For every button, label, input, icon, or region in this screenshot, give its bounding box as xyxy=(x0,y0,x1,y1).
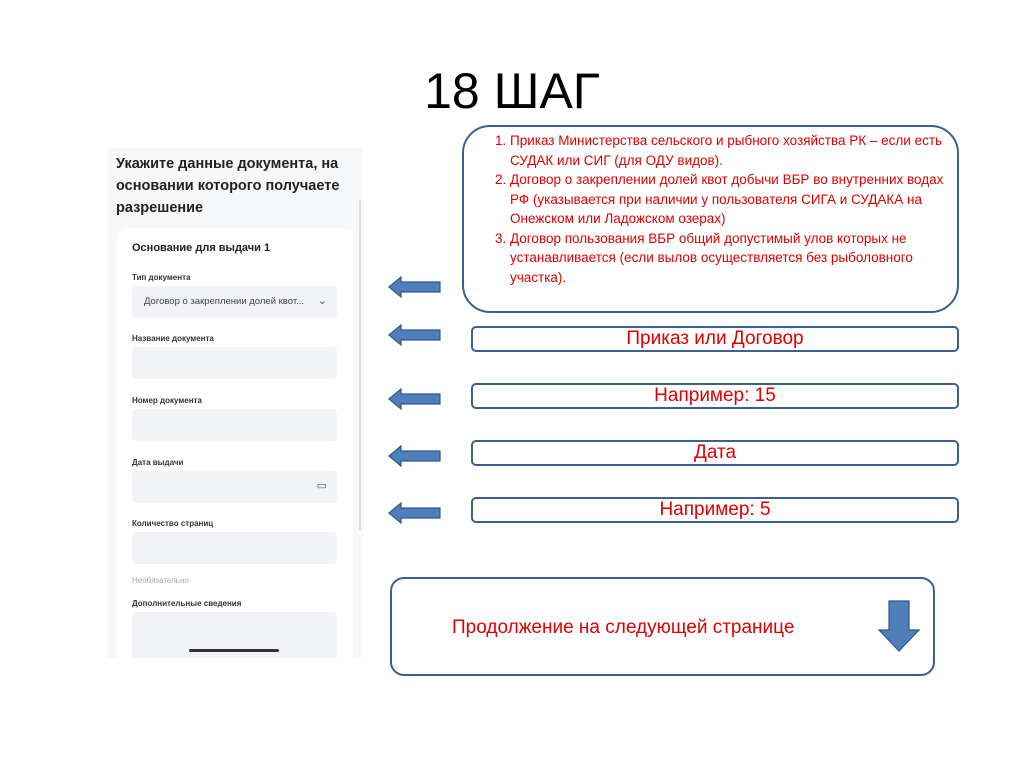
note-item: 1. Приказ Министерства сельского и рыбного хозяйства РК – если есть СУДАК или СИГ (для ОДУ видов). xyxy=(510,131,947,170)
doc-number-label: Номер документа xyxy=(132,396,202,405)
doc-number-input[interactable] xyxy=(132,409,337,441)
form-heading: Укажите данные документа, на основании которого получаете разрешение xyxy=(116,156,340,216)
issue-date-label: Дата выдачи xyxy=(132,458,184,467)
arrow-down-icon xyxy=(878,600,920,652)
arrow-left-icon xyxy=(388,502,442,524)
slide-title: 18 ШАГ xyxy=(424,63,600,119)
arrow-left-icon xyxy=(388,388,442,410)
phone-screenshot xyxy=(107,148,363,658)
form-card xyxy=(117,228,353,658)
page-count-input[interactable] xyxy=(132,532,337,564)
arrow-left-icon xyxy=(388,276,442,298)
optional-hint: Необязательно xyxy=(132,576,189,585)
doc-type-select[interactable] xyxy=(132,286,337,318)
card-title: Основание для выдачи 1 xyxy=(132,242,271,254)
note-item: 3. Договор пользования ВБР общий допустимый улов которых не устанавливается (если вылов осуществляется без рыболовного участка). xyxy=(510,229,947,288)
continue-text: Продолжение на следующей странице xyxy=(452,617,795,638)
doc-type-note xyxy=(462,125,959,313)
arrow-left-icon xyxy=(388,445,442,467)
extra-info-label: Дополнительные сведения xyxy=(132,599,242,608)
page-count-label: Количество страниц xyxy=(132,519,214,528)
calendar-icon[interactable]: ▭ xyxy=(316,480,327,492)
issue-date-input[interactable] xyxy=(132,471,337,503)
scrollbar[interactable] xyxy=(359,200,361,530)
chevron-down-icon: ⌄ xyxy=(317,295,327,307)
pages-hint-box: Например: 5 xyxy=(471,497,959,523)
date-hint-box: Дата xyxy=(471,440,959,466)
doc-name-input[interactable] xyxy=(132,347,337,379)
arrow-left-icon xyxy=(388,324,442,346)
note-item: 2. Договор о закреплении долей квот добычи ВБР во внутренних водах РФ (указывается при наличии у пользователя СИГА и СУДАКА на Онежском или Ладожском озерах) xyxy=(510,170,947,229)
continue-box xyxy=(390,577,935,676)
home-indicator xyxy=(189,649,279,652)
doc-name-label: Название документа xyxy=(132,334,214,343)
name-hint-box: Приказ или Договор xyxy=(471,326,959,352)
doc-type-label: Тип документа xyxy=(132,273,191,282)
number-hint-box: Например: 15 xyxy=(471,383,959,409)
doc-type-value: Договор о закреплении долей квот... xyxy=(144,296,305,307)
